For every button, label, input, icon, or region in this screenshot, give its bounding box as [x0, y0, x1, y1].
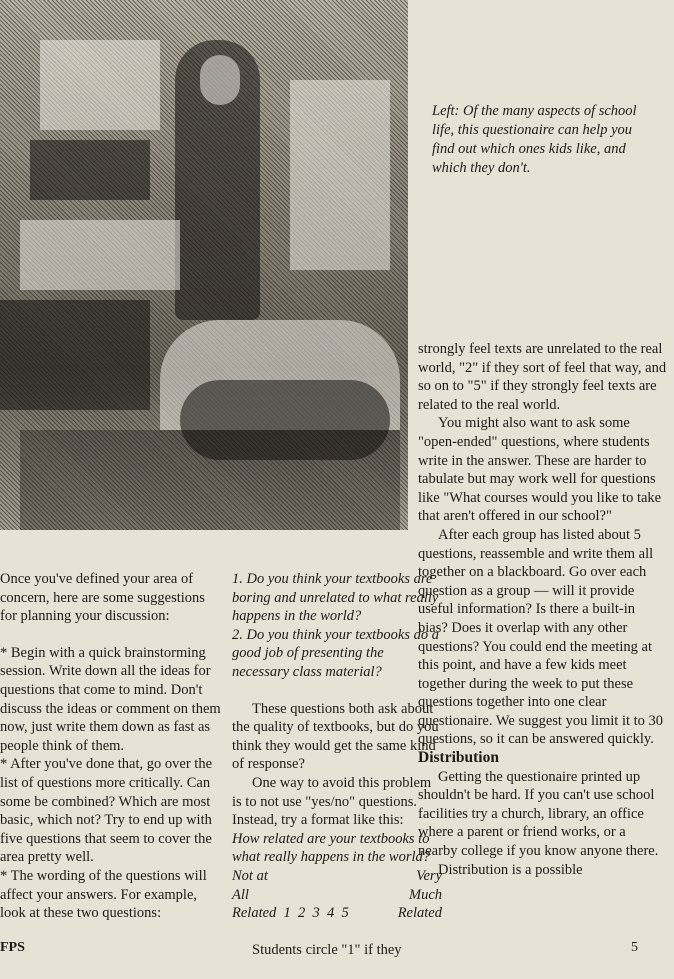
format-question: How related are your textbooks to what really happens in the world?: [232, 830, 431, 866]
distribution-paragraph: Distribution is a possible: [438, 861, 583, 878]
wording-paragraph: * The wording of the questions will affect your answers. For example, look at these two questions:: [0, 867, 207, 922]
group-paragraph: After each group has listed about 5 questions, reassemble and write them all together on a blackboard. Go over each question as a group — will it provide useful information? Is there a built-in bias? Does it overlap with any other questions? You could end the meeting at this point, and have a few kids meet together during the week to put these questions together into one clear questionaire. We suggest you limit it to 30 questions, so it can be answered quickly.: [418, 526, 664, 748]
scale-explanation: strongly feel texts are unrelated to the real world, "2" if they sort of feel that way, and so on to "5" if they strongly feel texts are related to the real world.: [418, 341, 667, 413]
example-question-2: 2. Do you think your textbooks do a good job of presenting the necessary class material?: [232, 626, 439, 680]
photo-caption: Left: Of the many aspects of school life, this questionaire can help you find out which ones kids like, and which they don't.: [432, 103, 637, 176]
brainstorm-paragraph: * Begin with a quick brainstorming session. Write down all the ideas for questions that come to mind. Don't discuss the ideas or comment on them now, just write them down as fast as people think of them.: [0, 644, 221, 754]
scale-row-3: [232, 904, 442, 923]
scale-label: Much: [408, 886, 442, 903]
classroom-photo: [0, 0, 408, 530]
footer-publisher: FPS: [0, 940, 25, 955]
scale-label: Related: [397, 905, 442, 922]
column-left: [0, 570, 222, 923]
column-middle: [232, 570, 442, 959]
review-paragraph: * After you've done that, go over the list of questions more critically. Can some be combined? Which are most basic, which not? Try to end up with five questions that seem to cover the area pretty well.: [0, 756, 212, 866]
example-question-1: 1. Do you think your textbooks are boring and unrelated to what really happens in the world?: [232, 571, 439, 625]
students-paragraph: Students circle "1" if they: [252, 941, 402, 958]
intro-paragraph: Once you've defined your area of concern, here are some suggestions for planning your discussion:: [0, 571, 205, 625]
scale-row-1: [232, 867, 442, 886]
page-number: 5: [631, 940, 638, 955]
scale-label: Related 1 2 3 4 5: [232, 905, 349, 922]
section-heading: Distribution: [418, 749, 499, 767]
quality-paragraph: These questions both ask about the quality of textbooks, but do you think they would get the same kind of response?: [232, 700, 439, 773]
scale-row-2: [232, 886, 442, 905]
scale-label: Very: [416, 867, 442, 884]
open-ended-paragraph: You might also want to ask some "open-ended" questions, where students write in the answer. These are harder to tabulate but may work well for questions like "What courses would you like to take that aren't offered in our school?": [418, 415, 662, 525]
printing-paragraph: Getting the questionaire printed up shouldn't be hard. If you can't use school facilities try a church, library, an office where a parent or friend works, or a nearby college if you know anyone there.: [418, 768, 659, 860]
format-paragraph: One way to avoid this problem is to not use "yes/no" questions. Instead, try a format like this:: [232, 774, 432, 829]
scale-label: All: [232, 886, 249, 903]
scale-label: Not at: [232, 867, 268, 884]
column-right: [418, 340, 668, 879]
